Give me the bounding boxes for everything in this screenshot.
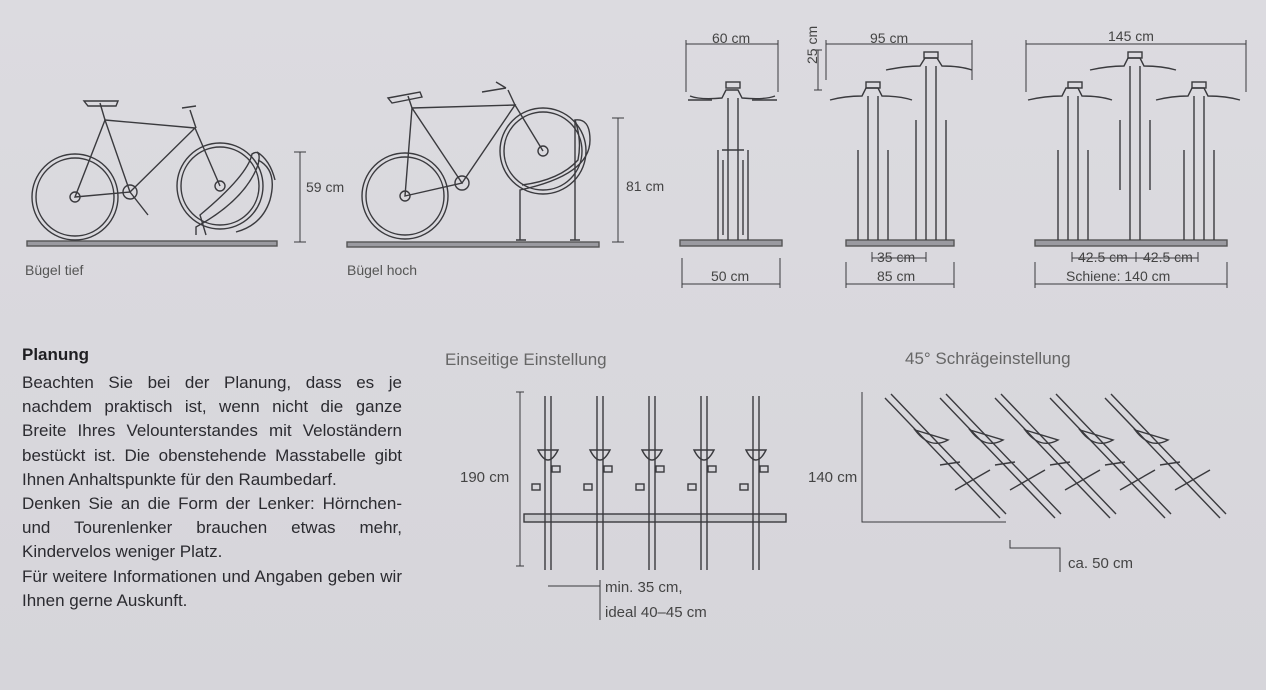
dim-ideal-spacing: ideal 40–45 cm xyxy=(605,604,707,621)
dim-triple-spacing-b: 42.5 cm xyxy=(1143,249,1193,265)
dim-single-depth: 190 cm xyxy=(460,469,510,486)
dim-double-width: 95 cm xyxy=(870,30,909,46)
caption-buegel-tief: Bügel tief xyxy=(25,262,84,278)
bike-buegel-tief-drawing xyxy=(27,101,306,246)
planung-paragraph-3: Für weitere Informationen und Angaben geben wir Ihnen gerne Auskunft. xyxy=(22,566,402,610)
bike-buegel-hoch-drawing xyxy=(347,82,624,247)
dim-min-spacing: min. 35 cm, xyxy=(605,579,683,596)
dim-angled-depth: 140 cm xyxy=(808,469,858,486)
dim-single-width: 60 cm xyxy=(712,30,751,46)
dim-single-base: 50 cm xyxy=(711,268,750,284)
title-schraegeinstellung: 45° Schrägeinstellung xyxy=(905,349,1071,368)
title-einseitige-einstellung: Einseitige Einstellung xyxy=(445,350,607,369)
planung-paragraph-2: Denken Sie an die Form der Lenker: Hörnchen- und Tourenlenker brauchen etwas mehr, Kindervelos weniger Platz. xyxy=(22,494,402,562)
dim-buegel-tief-height: 59 cm xyxy=(306,179,345,195)
caption-buegel-hoch: Bügel hoch xyxy=(347,262,418,278)
dim-double-base: 85 cm xyxy=(877,268,916,284)
planung-paragraph-1: Beachten Sie bei der Planung, dass es je nachdem praktisch ist, wenn nicht die ganze Breite Ihres Velounterstandes mit Veloständern bestückt ist. Die obenstehende Masstabelle gibt Ihnen Anhaltspunkte für den Raumbedarf. xyxy=(22,373,402,489)
plan-angled-drawing xyxy=(862,392,1226,572)
section-heading-planung: Planung xyxy=(22,345,90,364)
dim-buegel-hoch-height: 81 cm xyxy=(626,178,665,194)
dim-double-spacing: 35 cm xyxy=(877,249,916,265)
dim-height-offset: 25 cm xyxy=(804,25,820,64)
dim-triple-spacing-a: 42.5 cm xyxy=(1078,249,1128,265)
stand-triple-front-drawing xyxy=(1026,40,1246,288)
dim-triple-width: 145 cm xyxy=(1108,28,1154,44)
dim-angled-spacing: ca. 50 cm xyxy=(1068,555,1134,572)
planung-text xyxy=(22,371,402,613)
stand-single-front-drawing xyxy=(680,40,782,288)
dim-triple-rail: Schiene: 140 cm xyxy=(1066,268,1171,284)
